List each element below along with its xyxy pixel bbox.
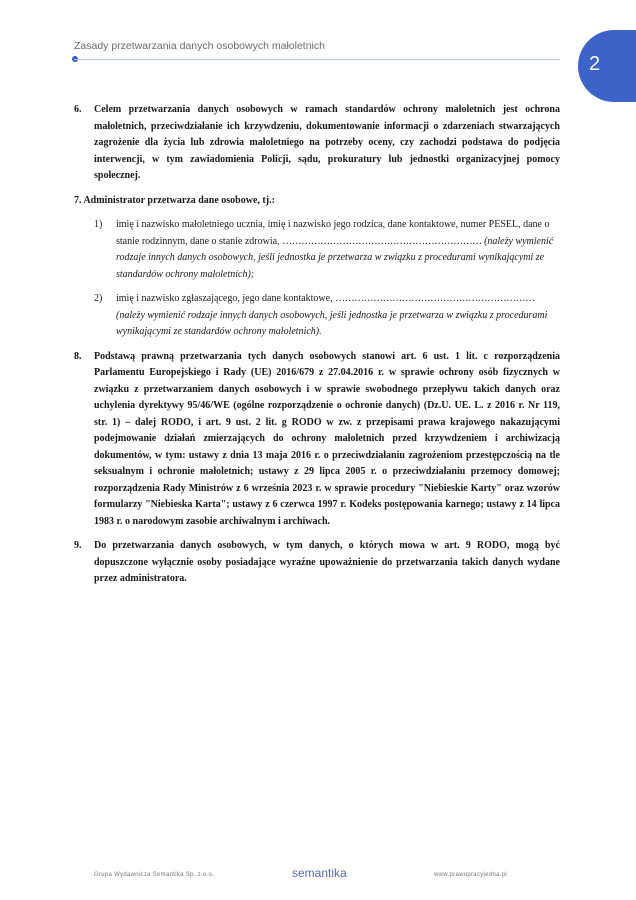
list-item-content — [116, 291, 560, 341]
italic-note: (należy wymienić rodzaje innych danych osobowych, jeśli jednostka je przetwarza w związku z procedurami wynikającymi ze standardów ochrony małoletnich). — [116, 309, 548, 337]
page-number-badge — [578, 30, 636, 102]
fill-in-blank: ……………………………………………………… — [335, 293, 535, 304]
list-item-content — [116, 217, 560, 283]
paragraph-text: Podstawą prawną przetwarzania tych danych osobowych stanowi art. 6 ust. 1 lit. c rozporządzenia Parlamentu Europejskiego i Rady (UE) 2016/679 z 27.04.2016 r. w sprawie ochrony osób fizycznych w związku z przetwarzaniem danych osobowych i w sprawie swobodnego przepływu takich danych oraz uchylenia dyrektywy 95/46/WE (ogólne rozporządzenie o ochronie danych) (Dz.U. UE. L. z 2016 r. Nr 119, str. 1) – dalej RODO, i art. 9 ust. 2 lit. g RODO w zw. z przepisami prawa krajowego nakazującymi podejmowanie działań zmierzających do ochrony małoletnich przed krzywdzeniem i archiwizacją dokumentów, w tym: ustawy z dnia 13 maja 2016 r. o przeciwdziałaniu zagrożeniom przestępczością na tle seksualnym i ochronie małoletnich; ustawy z 29 lipca 2005 r. o przeciwdziałaniu przemocy domowej; rozporządzenia Rady Ministrów z 6 września 2023 r. w sprawie procedury "Niebieskie Karty" oraz wzorów formularzy "Niebieska Karta"; ustawy z 6 czerwca 1997 r. Kodeks postępowania karnego; ustawy z 14 lipca 1983 r. o narodowym zasobie archiwalnym i archiwach. — [94, 350, 560, 527]
list-item-1 — [94, 217, 560, 283]
list-item-number: 1) — [94, 219, 103, 230]
paragraph-8 — [74, 349, 560, 531]
document-body — [74, 102, 560, 596]
list-item-2 — [94, 291, 560, 341]
page-number: 2 — [589, 53, 601, 75]
running-header-title: Zasady przetwarzania danych osobowych małoletnich — [74, 40, 325, 52]
paragraph-number: 9. — [74, 540, 82, 551]
paragraph-6 — [74, 102, 560, 185]
list-item-text: imię i nazwisko małoletniego ucznia, imię i nazwisko jego rodzica, dane kontaktowe, numer PESEL, dane o stanie rodzinnym, dane o stanie zdrowia, — [116, 219, 550, 247]
footer-website: www.prawopracyjedna.pl — [434, 872, 507, 878]
paragraph-9 — [74, 538, 560, 588]
header-rule — [74, 59, 560, 60]
footer-logo: semantika — [292, 866, 347, 880]
list-item-text: imię i nazwisko zgłaszającego, jego dane kontaktowe, — [116, 293, 333, 304]
list-item-number: 2) — [94, 293, 103, 304]
fill-in-blank: ……………………………………………………… — [282, 235, 482, 247]
paragraph-7: 7. Administrator przetwarza dane osobowe, tj.: — [74, 194, 275, 206]
paragraph-text: Celem przetwarzania danych osobowych w ramach standardów ochrony małoletnich jest ochrona małoletnich, przeciwdziałanie ich krzywdzeniu, dokumentowanie informacji o zdarzeniach stwarzających zagrożenie dla życia lub zdrowia małoletniego na potrzeby oceny, czy zachodzi podstawa do podjęcia interwencji, w tym zawiadomienia Policji, sądu, prokuratury lub jednostki organizacyjnej pomocy społecznej. — [94, 104, 560, 181]
footer-publisher: Grupa Wydawnicza Semantika Sp. z o.o. — [94, 872, 215, 878]
paragraph-text: Do przetwarzania danych osobowych, w tym danych, o których mowa w art. 9 RODO, mogą być dopuszczone wyłącznie osoby posiadające wyraźne upoważnienie do przetwarzania takich danych wydane przez administratora. — [94, 540, 560, 584]
paragraph-number: 6. — [74, 104, 82, 115]
italic-note: (należy wymienić rodzaje innych danych osobowych, jeśli jednostka je przetwarza w związku z procedurami wynikającymi ze standardów ochrony małoletnich); — [116, 235, 554, 280]
paragraph-number: 8. — [74, 350, 82, 362]
paragraph-7-list — [94, 217, 560, 341]
